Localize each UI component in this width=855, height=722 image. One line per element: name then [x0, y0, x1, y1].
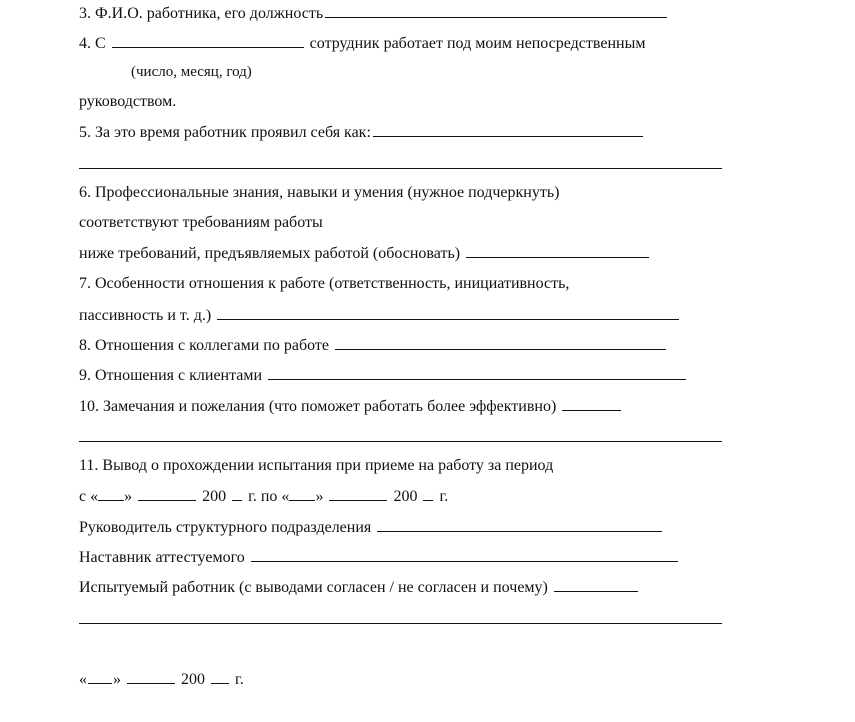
period-from-year: 200: [202, 488, 227, 505]
date-year-blank[interactable]: [211, 668, 229, 684]
period-to-g: г.: [439, 488, 449, 505]
head-label: Руководитель структурного подразделения: [79, 519, 372, 536]
item-4-prefix: 4. С: [79, 35, 106, 52]
item-7-line-2: пассивность и т. д.): [79, 307, 212, 324]
item-9-label: 9. Отношения с клиентами: [79, 367, 263, 384]
head-signature-row: [79, 516, 664, 538]
item-9-blank[interactable]: [268, 364, 686, 380]
mentor-signature-blank[interactable]: [251, 546, 678, 562]
item-10-label: 10. Замечания и пожелания (что поможет работать более эффективно): [79, 398, 557, 415]
item-6-blank[interactable]: [466, 242, 649, 258]
item-8-blank[interactable]: [335, 334, 666, 350]
period-to-year-blank[interactable]: [423, 485, 433, 501]
date-row: [79, 668, 244, 690]
date-year: 200: [181, 671, 205, 688]
period-to-day-blank[interactable]: [289, 485, 315, 501]
period-to-close: »: [315, 488, 324, 505]
employee-full-rule[interactable]: [79, 623, 722, 624]
item-3-blank[interactable]: [325, 2, 667, 18]
item-4-continuation: руководством.: [79, 93, 177, 110]
date-open: «: [79, 671, 87, 688]
date-day-blank[interactable]: [88, 668, 112, 684]
item-4-hint: (число, месяц, год): [131, 64, 252, 80]
item-10-blank[interactable]: [562, 395, 621, 411]
head-signature-blank[interactable]: [377, 516, 662, 532]
item-5-blank[interactable]: [373, 121, 643, 137]
item-3-row: [79, 2, 669, 24]
period-to-month-blank[interactable]: [329, 485, 387, 501]
item-11-line-1: 11. Вывод о прохождении испытания при приеме на работу за период: [79, 457, 554, 474]
mentor-signature-row: [79, 546, 680, 568]
period-from-day-blank[interactable]: [98, 485, 124, 501]
period-from-label: с «: [79, 488, 99, 505]
period-from-month-blank[interactable]: [138, 485, 196, 501]
item-5-label: 5. За это время работник проявил себя как:: [79, 124, 371, 141]
period-from-close: »: [124, 488, 133, 505]
item-10-row: [79, 395, 623, 417]
item-9-row: [79, 364, 688, 386]
item-7-line-2-row: [79, 304, 681, 326]
item-6-option-1: соответствуют требованиям работы: [79, 214, 323, 231]
item-8-label: 8. Отношения с коллегами по работе: [79, 337, 329, 354]
item-5-full-rule[interactable]: [79, 168, 722, 169]
item-6-line-1: 6. Профессиональные знания, навыки и умения (нужное подчеркнуть): [79, 184, 560, 201]
item-4-date-blank[interactable]: [112, 32, 304, 48]
employee-label: Испытуемый работник (с выводами согласен / не согласен и почему): [79, 579, 548, 596]
item-5-row: [79, 121, 645, 143]
employee-signature-row: [79, 576, 640, 598]
item-3-label: 3. Ф.И.О. работника, его должность: [79, 5, 324, 22]
item-6-option-2: ниже требований, предъявляемых работой (обосновать): [79, 245, 461, 262]
item-4-suffix: сотрудник работает под моим непосредственным: [309, 35, 646, 52]
date-month-blank[interactable]: [127, 668, 175, 684]
item-7-blank[interactable]: [217, 304, 679, 320]
item-11-period-row: [79, 485, 448, 507]
item-6-option-2-row: [79, 242, 651, 264]
date-g: г.: [235, 671, 244, 688]
period-from-year-blank[interactable]: [232, 485, 242, 501]
date-close: »: [113, 671, 121, 688]
period-to-year: 200: [393, 488, 418, 505]
employee-signature-blank[interactable]: [554, 576, 638, 592]
mentor-label: Наставник аттестуемого: [79, 549, 245, 566]
item-4-row: [79, 32, 645, 54]
item-7-line-1: 7. Особенности отношения к работе (ответственность, инициативность,: [79, 275, 570, 292]
item-8-row: [79, 334, 668, 356]
item-10-full-rule[interactable]: [79, 441, 722, 442]
period-to-label: г. по «: [248, 488, 290, 505]
